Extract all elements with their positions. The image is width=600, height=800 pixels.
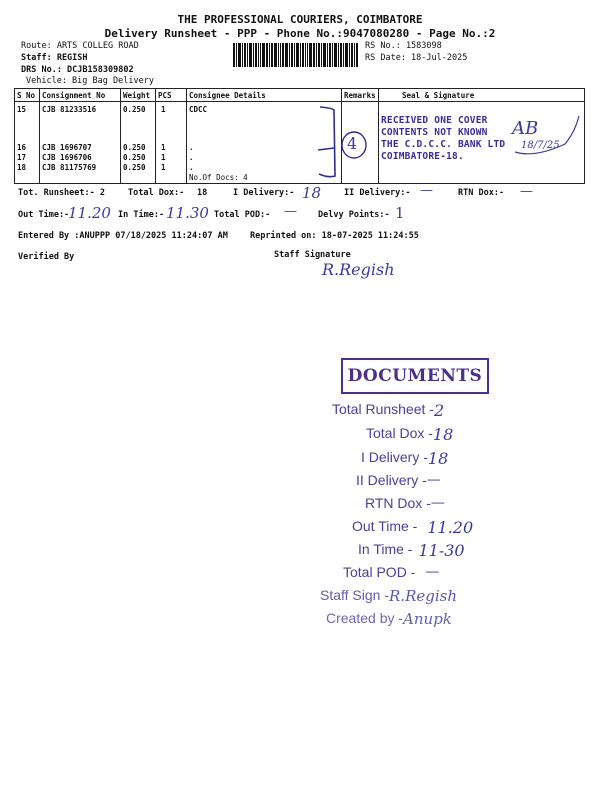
ii-delivery-value: — <box>420 183 433 198</box>
barcode <box>233 43 358 67</box>
col-divider <box>378 88 379 184</box>
stamp-value: 18 <box>427 449 449 468</box>
stamp-label: Total Runsheet - <box>332 401 434 417</box>
stamp-value: — <box>430 495 445 511</box>
table-header-border <box>14 101 584 102</box>
out-time-value: 11.20 <box>68 204 111 222</box>
vehicle: Vehicle: Big Bag Delivery <box>26 76 154 86</box>
bracket-mark <box>316 104 342 182</box>
stamp-label: Created by - <box>326 610 404 626</box>
stamp-value: 2 <box>433 401 445 420</box>
col-header-remarks: Remarks <box>344 91 376 100</box>
row-17-weight: 0.250 <box>123 153 146 162</box>
i-delivery-value: 18 <box>302 184 322 202</box>
reprinted-on: Reprinted on: 18-07-2025 11:24:55 <box>250 231 419 241</box>
received-stamp-line: THE C.D.C.C. BANK LTD <box>381 139 506 150</box>
stamp-value: — <box>426 472 441 488</box>
stamp-label: In Time - <box>358 541 413 557</box>
col-divider <box>120 88 121 184</box>
runsheet-title: Delivery Runsheet - PPP - Phone No.:9047080280 - Page No.:2 <box>104 27 496 40</box>
no-of-docs: No.Of Docs: 4 <box>189 173 248 182</box>
row-17-cons: CJB 1696706 <box>42 153 92 162</box>
stamp-label: I Delivery - <box>361 449 428 465</box>
row-15-details: CDCC <box>189 105 208 114</box>
row-15-cons: CJB 81233516 <box>42 105 97 114</box>
row-17-details: . <box>189 153 194 162</box>
i-delivery-label: I Delivery:- <box>233 188 295 198</box>
stamp-label: II Delivery - <box>356 472 427 488</box>
col-header-consignee: Consignee Details <box>189 91 266 100</box>
drs-no: DRS No.: DCJB158309802 <box>21 65 134 75</box>
stamp-out-time <box>352 518 474 537</box>
stamp-staff-sign <box>320 587 458 605</box>
stamp-rtn-dox <box>365 495 445 511</box>
row-18-details: . <box>189 163 194 172</box>
row-18-cons: CJB 81175769 <box>42 163 97 172</box>
col-header-weight: Weight <box>123 91 151 100</box>
stamp-i-delivery <box>361 449 449 468</box>
row-16-cons: CJB 1696707 <box>42 143 92 152</box>
documents-stamp-title: DOCUMENTS <box>341 358 489 394</box>
row-15-sno: 15 <box>17 105 27 114</box>
col-divider <box>186 88 187 184</box>
stamp-label: Total Dox - <box>366 425 433 441</box>
rs-date: RS Date: 18-Jul-2025 <box>365 53 468 63</box>
in-time-label: In Time:- <box>118 210 165 220</box>
stamp-value: — <box>425 564 440 580</box>
col-header-seal: Seal & Signature <box>402 91 475 100</box>
seal-initials: AB <box>512 118 539 139</box>
staff: Staff: REGISH <box>21 53 88 63</box>
row-18-weight: 0.250 <box>123 163 146 172</box>
in-time-value: 11.30 <box>166 204 209 222</box>
staff-signature: R.Regish <box>322 260 395 279</box>
verified-by: Verified By <box>18 252 75 262</box>
stamp-value: Anupk <box>403 610 452 628</box>
rs-no: RS No.: 1583098 <box>365 41 442 51</box>
stamp-value: R.Regish <box>389 587 458 605</box>
seal-signature-mark <box>505 112 585 162</box>
delvy-points-value: 1 <box>395 204 405 222</box>
table-top-border <box>14 88 584 89</box>
stamp-value: 11-30 <box>418 541 465 560</box>
col-divider <box>14 88 15 184</box>
stamp-total-pod <box>343 564 440 580</box>
rtn-dox-label: RTN Dox:- <box>458 188 505 198</box>
row-18-sno: 18 <box>17 163 27 172</box>
total-pod-value: — <box>284 204 297 219</box>
row-16-details: . <box>189 143 194 152</box>
total-dox-label: Total Dox:- <box>128 188 185 198</box>
seal-date: 18/7/25 <box>521 140 560 151</box>
tot-runsheet: Tot. Runsheet:- 2 <box>18 188 105 198</box>
staff-signature-label: Staff Signature <box>274 250 351 260</box>
stamp-value: 11.20 <box>427 518 474 537</box>
received-stamp-line: COIMBATORE-18. <box>381 151 464 162</box>
rtn-dox-value: — <box>520 184 533 199</box>
received-stamp-line: RECEIVED ONE COVER <box>381 115 488 126</box>
col-divider <box>155 88 156 184</box>
stamp-label: Total POD - <box>343 564 416 580</box>
stamp-in-time <box>358 541 465 560</box>
row-15-pcs: 1 <box>161 105 166 114</box>
stamp-total-dox <box>366 425 454 444</box>
stamp-label: Staff Sign - <box>320 587 390 603</box>
stamp-ii-delivery <box>356 472 441 488</box>
delvy-points-label: Delvy Points:- <box>318 210 390 220</box>
table-bottom-border <box>14 183 584 184</box>
total-dox-value: 18 <box>197 188 208 198</box>
row-16-weight: 0.250 <box>123 143 146 152</box>
col-divider <box>39 88 40 184</box>
row-17-sno: 17 <box>17 153 27 162</box>
stamp-created-by <box>326 610 452 628</box>
stamp-value: 18 <box>432 425 454 444</box>
stamp-label: Out Time - <box>352 518 418 534</box>
circled-count: 4 <box>347 134 358 153</box>
out-time-label: Out Time:- <box>18 210 70 220</box>
col-header-consignment: Consignment No <box>42 91 106 100</box>
row-16-sno: 16 <box>17 143 27 152</box>
stamp-label: RTN Dox - <box>365 495 431 511</box>
total-pod-label: Total POD:- <box>214 210 271 220</box>
received-stamp-line: CONTENTS NOT KNOWN <box>381 127 488 138</box>
entered-by: Entered By :ANUPPP 07/18/2025 11:24:07 AM <box>18 231 228 241</box>
col-header-sno: S No <box>17 91 36 100</box>
company-name: THE PROFESSIONAL COURIERS, COIMBATORE <box>177 13 423 26</box>
row-15-weight: 0.250 <box>123 105 146 114</box>
stamp-total-runsheet <box>332 401 445 420</box>
col-header-pcs: PCS <box>158 91 172 100</box>
row-18-pcs: 1 <box>161 163 166 172</box>
row-16-pcs: 1 <box>161 143 166 152</box>
ii-delivery-label: II Delivery:- <box>344 188 411 198</box>
route: Route: ARTS COLLEG ROAD <box>21 41 139 51</box>
received-stamp <box>381 115 505 163</box>
row-17-pcs: 1 <box>161 153 166 162</box>
